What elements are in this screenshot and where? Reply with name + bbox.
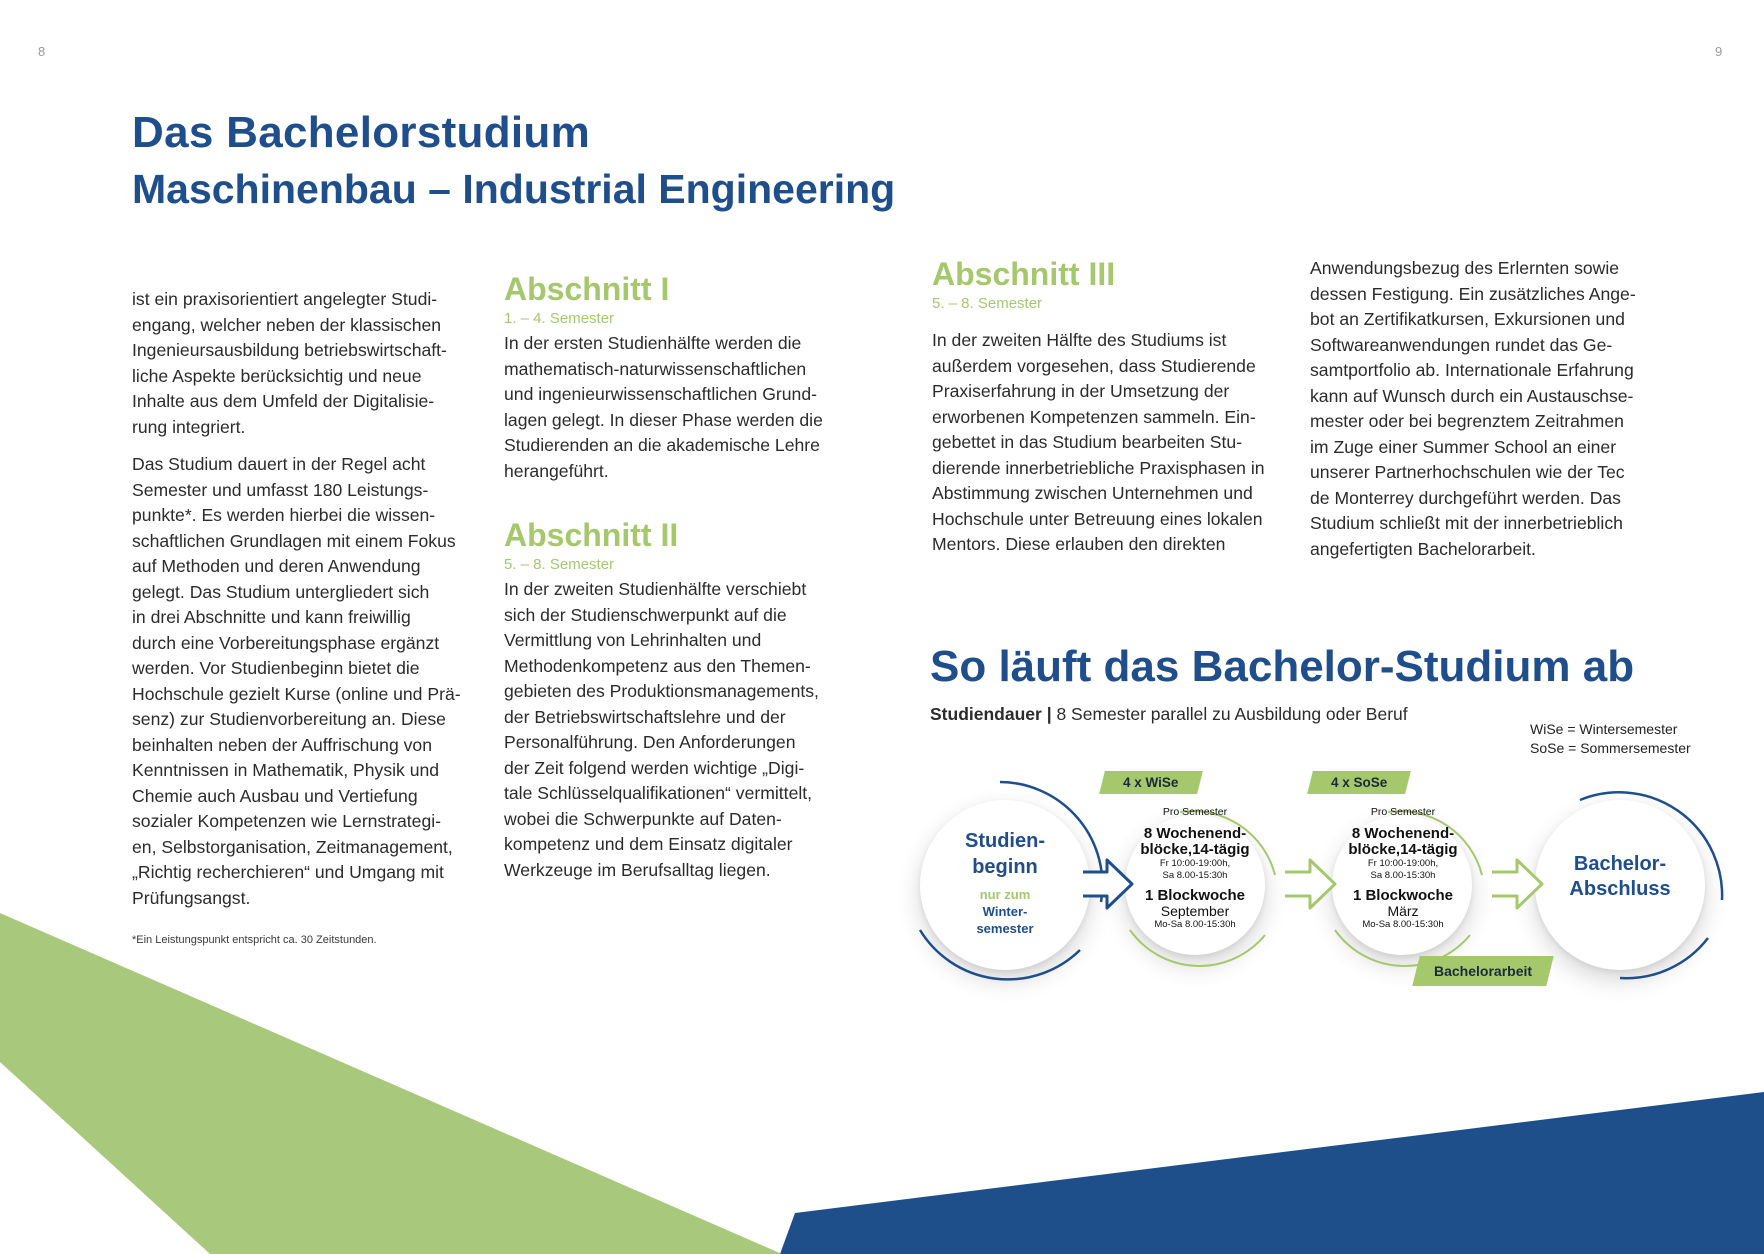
phase-2-block-line-1: 8 Wochenend-	[1351, 825, 1455, 842]
duration-text: 8 Semester parallel zu Ausbildung oder Beruf	[1056, 704, 1408, 724]
page-number-left: 8	[38, 44, 46, 59]
duration-line	[930, 704, 1408, 725]
intro-column	[132, 287, 482, 923]
navy-band	[780, 1092, 1764, 1254]
start-note-line-1: nur zum	[979, 887, 1031, 902]
phase-1-blockwoche: 1 Blockwoche	[1144, 887, 1246, 904]
tag-bachelorarbeit: Bachelorarbeit	[1412, 956, 1553, 986]
phase-1-content	[1115, 806, 1275, 931]
footnote: *Ein Leistungspunkt entspricht ca. 30 Zeitstunden.	[132, 934, 377, 946]
section-3-text: In der zweiten Hälfte des Studiums ist außerdem vorgesehen, dass Studierende Praxiserfahrung in der Umsetzung der erworbenen Kompetenzen sammeln. Ein- gebettet in das Studium bearbeiten Stu- dierende innerbetriebliche Praxisphasen in Abstimmung zwischen Unternehmen und Hochschule unter Betreuung eines lokalen Mentors. Diese erlauben den direkten	[932, 330, 1265, 554]
page-number-right: 9	[1715, 44, 1723, 59]
phase-1-month: September	[1160, 903, 1230, 919]
start-note-line-3: semester	[976, 921, 1034, 936]
green-band	[0, 913, 782, 1254]
phase-2-pro-semester: Pro Semester	[1370, 806, 1436, 818]
arrow-green-2	[1492, 860, 1542, 908]
phase-1-time-2: Sa 8.00-15:30h	[1162, 870, 1228, 881]
phase-2-time-1: Fr 10:00-19:00h,	[1367, 858, 1439, 869]
legend	[1530, 720, 1691, 758]
tag-wise: 4 x WiSe	[1099, 771, 1203, 794]
phase-2-content	[1323, 806, 1483, 931]
legend-wise: WiSe = Wintersemester	[1530, 721, 1678, 737]
end-label	[1540, 852, 1700, 902]
section-2	[504, 517, 864, 883]
legend-sose: SoSe = Sommersemester	[1530, 740, 1691, 756]
tag-sose: 4 x SoSe	[1307, 771, 1411, 794]
section-3-semester: 5. – 8. Semester	[932, 295, 1043, 312]
section-1-text: In der ersten Studienhälfte werden die mathematisch-naturwissenschaftlichen und ingenieurwissenschaftlichen Grund- lagen gelegt. In dieser Phase werden die Studierenden an die akademische Lehre herangeführt.	[504, 333, 823, 481]
end-label-line-2: Abschluss	[1569, 878, 1671, 900]
phase-1-block-line-1: 8 Wochenend-	[1143, 825, 1247, 842]
start-note	[930, 886, 1080, 937]
start-label-line-2: beginn	[972, 856, 1038, 878]
flow-heading-bold-1: So läuft das	[930, 642, 1180, 691]
phase-2-week-time: Mo-Sa 8.00-15:30h	[1362, 919, 1444, 930]
end-label-line-1: Bachelor-	[1573, 853, 1667, 875]
phase-2-blockwoche: 1 Blockwoche	[1352, 887, 1454, 904]
page-title: Das Bachelorstudium	[132, 108, 591, 157]
section-3-heading: Abschnitt III	[932, 256, 1116, 292]
phase-2-block-line-2: blöcke,14-tägig	[1348, 841, 1458, 858]
intro-paragraph-1: ist ein praxisorientiert angelegter Studi- engang, welcher neben der klassischen Ingenieursausbildung betriebswirtschaft- liche Aspekte berücksichtig und neue Inhalte aus dem Umfeld der Digitalisie- rung integriert.	[132, 289, 447, 437]
phase-2-month: März	[1387, 903, 1419, 919]
flow-heading	[930, 642, 1634, 692]
section-2-heading: Abschnitt II	[504, 517, 679, 553]
section-3-text-continued: Anwendungsbezug des Erlernten sowie dessen Festigung. Ein zusätzliches Ange- bot an Zertifikatkursen, Exkursionen und Softwareanwendungen rundet das Ge- samtportfolio ab. Internationale Erfahrung kann auf Wunsch durch ein Austauschse- mester oder bei begrenztem Zeitrahmen im Zuge einer Summer School an einer unserer Partnerhochschulen wie der Tec de Monterrey durchgeführt werden. Das Studium schließt mit der innerbetrieblich angefertigten Bachelorarbeit.	[1310, 258, 1636, 559]
section-3	[932, 256, 1312, 558]
page-subtitle: Maschinenbau – Industrial Engineering	[132, 166, 896, 212]
flow-heading-bold-2: Studium ab	[1394, 642, 1635, 691]
phase-1-time-1: Fr 10:00-19:00h,	[1159, 858, 1231, 869]
start-label	[930, 828, 1080, 880]
section-1-heading: Abschnitt I	[504, 271, 670, 307]
phase-1-week-time: Mo-Sa 8.00-15:30h	[1154, 919, 1236, 930]
study-flow-diagram	[880, 760, 1750, 1020]
duration-separator: |	[1041, 704, 1057, 724]
start-label-line-1: Studien-	[965, 830, 1045, 852]
intro-paragraph-2: Das Studium dauert in der Regel acht Semester und umfasst 180 Leistungs- punkte*. Es werden hierbei die wissen- schaftlichen Grundlagen mit einem Fokus auf Methoden und deren Anwendung gelegt. Das Studium untergliedert sich in drei Abschnitte und kann freiwillig durch eine Vorbereitungsphase ergänzt werden. Vor Studienbeginn bietet die Hochschule gezielt Kurse (online und Prä- senz) zur Studienvorbereitung an. Diese beinhalten neben der Auffrischung von Kenntnissen in Mathematik, Physik und Chemie auch Ausbau und Vertiefung sozialer Kompetenzen wie Lernstrategi- en, Selbstorganisation, Zeitmanagement, „Richtig recherchieren“ und Umgang mit Prüfungsangst.	[132, 454, 461, 908]
section-2-text: In der zweiten Studienhälfte verschiebt sich der Studienschwerpunkt auf die Vermittlung von Lehrinhalten und Methodenkompetenz aus den Themen- gebieten des Produktionsmanagements, der Betriebswirtschaftslehre und der Personalführung. Den Anforderungen der Zeit folgend werden wichtige „Digi- tale Schlüsselqualifikationen“ vermittelt, wobei die Schwerpunkte auf Daten- kompetenz und dem Einsatz digitaler Werkzeuge im Berufsalltag liegen.	[504, 579, 819, 880]
section-1-semester: 1. – 4. Semester	[504, 310, 615, 327]
flow-heading-light: Bachelor-	[1179, 642, 1395, 691]
phase-2-time-2: Sa 8.00-15:30h	[1370, 870, 1436, 881]
phase-1-block-line-2: blöcke,14-tägig	[1140, 841, 1250, 858]
section-2-semester: 5. – 8. Semester	[504, 556, 615, 573]
phase-1-pro-semester: Pro Semester	[1162, 806, 1228, 818]
section-1	[504, 271, 864, 484]
start-note-line-2: Winter-	[982, 904, 1028, 919]
duration-label: Studiendauer	[930, 704, 1042, 724]
